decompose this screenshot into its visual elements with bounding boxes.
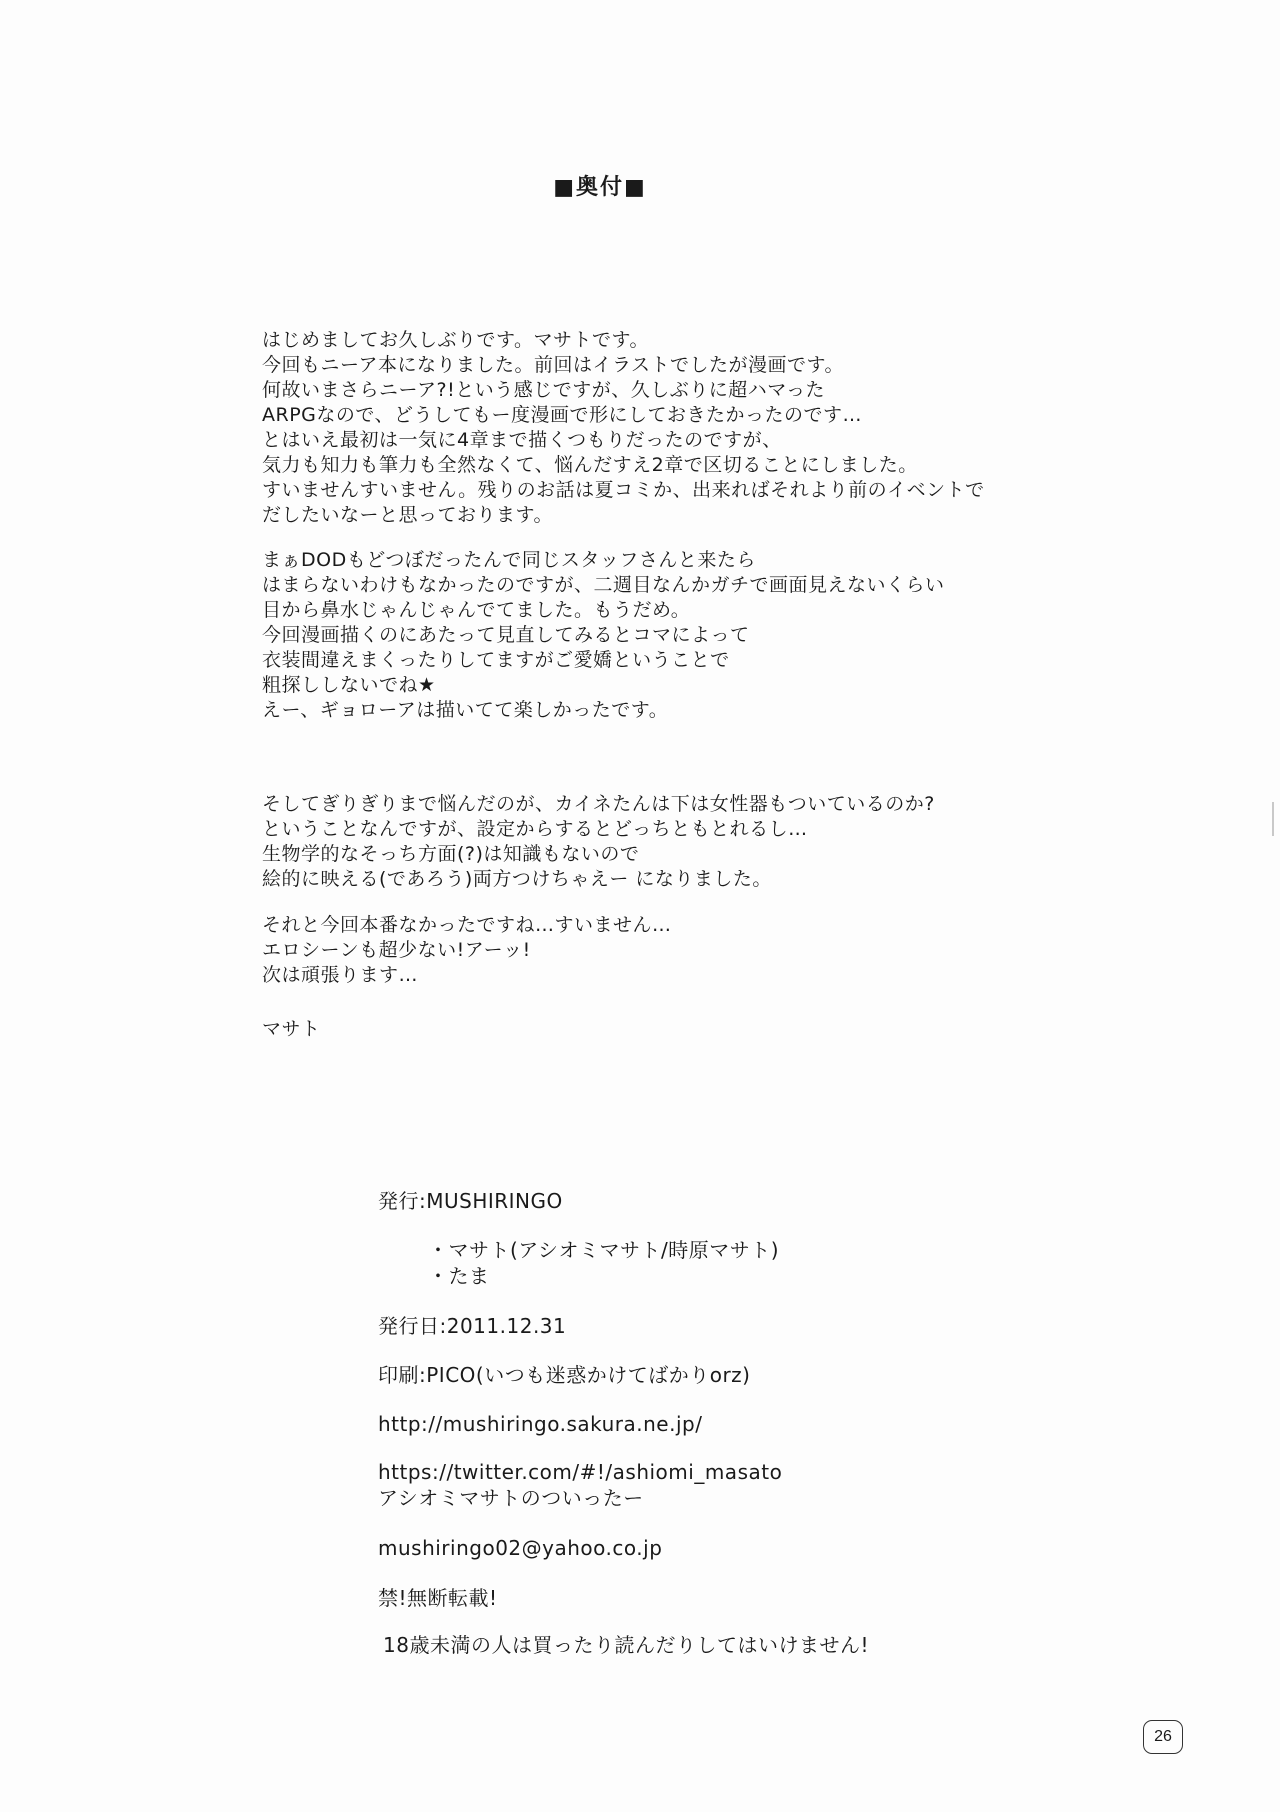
- text-line: はじめましてお久しぶりです。マサトです。: [262, 329, 649, 351]
- publication-date-text: 発行日:2011.12.31: [378, 1314, 567, 1338]
- text-line: だしたいなーと思っております。: [262, 504, 553, 526]
- member-item: ・たま: [428, 1264, 490, 1288]
- text-line: エロシーンも超少ない!アーッ!: [262, 939, 531, 961]
- signature-text: マサト: [262, 1018, 321, 1040]
- printer-text: 印刷:PICO(いつも迷惑かけてばかりorz): [378, 1363, 751, 1387]
- twitter-block: [378, 1459, 998, 1511]
- twitter-caption: アシオミマサトのついったー: [378, 1486, 644, 1510]
- text-line: 生物学的なそっち方面(?)は知識もないので: [262, 843, 640, 865]
- text-line: すいませんすいません。残りのお話は夏コミか、出来ればそれより前のイベントで: [262, 479, 985, 501]
- publication-date-line: [378, 1313, 998, 1339]
- page-number: 26: [1143, 1720, 1183, 1754]
- margin-scan-mark: [1272, 802, 1274, 836]
- email-address: mushiringo02@yahoo.co.jp: [378, 1536, 663, 1560]
- text-line: 今回もニーア本になりました。前回はイラストでしたが漫画です。: [262, 354, 844, 376]
- text-line: まぁDODもどつぼだったんで同じスタッフさんと来たら: [262, 549, 756, 571]
- printer-line: [378, 1362, 998, 1388]
- text-line: 今回漫画描くのにあたって見直してみるとコマによって: [262, 624, 750, 646]
- page-heading: ■奥付■: [553, 175, 647, 200]
- member-list: [428, 1237, 1048, 1289]
- text-line: とはいえ最初は一気に4章まで描くつもりだったのですが、: [262, 429, 782, 451]
- text-line: 何故いまさらニーア?!という感じですが、久しぶりに超ハマった: [262, 379, 825, 401]
- no-reprint-notice: [378, 1585, 998, 1611]
- text-line: そしてぎりぎりまで悩んだのが、カイネたんは下は女性器もついているのか?: [262, 793, 935, 815]
- age-restriction-notice: [383, 1632, 1003, 1658]
- afterword-paragraph-2: [262, 548, 1062, 723]
- twitter-url: https://twitter.com/#!/ashiomi_masato: [378, 1460, 783, 1484]
- text-line: 絵的に映える(であろう)両方つけちゃえー になりました。: [262, 868, 772, 890]
- text-line: 次は頑張ります…: [262, 964, 419, 986]
- website-url: http://mushiringo.sakura.ne.jp/: [378, 1412, 703, 1436]
- publisher-text: 発行:MUSHIRINGO: [378, 1189, 563, 1213]
- website-line: [378, 1411, 998, 1437]
- text-line: 気力も知力も筆力も全然なくて、悩んだすえ2章で区切ることにしました。: [262, 454, 918, 476]
- no-reprint-text: 禁!無断転載!: [378, 1586, 498, 1610]
- member-item: ・マサト(アシオミマサト/時原マサト): [428, 1238, 780, 1262]
- text-line: はまらないわけもなかったのですが、二週目なんかガチで画面見えないくらい: [262, 574, 945, 596]
- text-line: ということなんですが、設定からするとどっちともとれるし…: [262, 818, 808, 840]
- text-line: 粗探ししないでね★: [262, 674, 436, 696]
- text-line: ARPGなので、どうしてもー度漫画で形にしておきたかったのです…: [262, 404, 863, 426]
- age-restriction-text: 18歳未満の人は買ったり読んだりしてはいけません!: [383, 1633, 869, 1657]
- text-line: えー、ギョローアは描いてて楽しかったです。: [262, 699, 669, 721]
- afterword-paragraph-4: [262, 913, 1062, 988]
- text-line: それと今回本番なかったですね…すいません…: [262, 914, 672, 936]
- afterword-paragraph-3: [262, 792, 1062, 892]
- text-line: 目から鼻水じゃんじゃんでてました。もうだめ。: [262, 599, 691, 621]
- afterword-paragraph-1: [262, 328, 1062, 528]
- author-signature: [262, 1017, 1062, 1042]
- publisher-line: [378, 1188, 998, 1214]
- text-line: 衣装間違えまくったりしてますがご愛嬌ということで: [262, 649, 730, 671]
- email-line: [378, 1535, 998, 1561]
